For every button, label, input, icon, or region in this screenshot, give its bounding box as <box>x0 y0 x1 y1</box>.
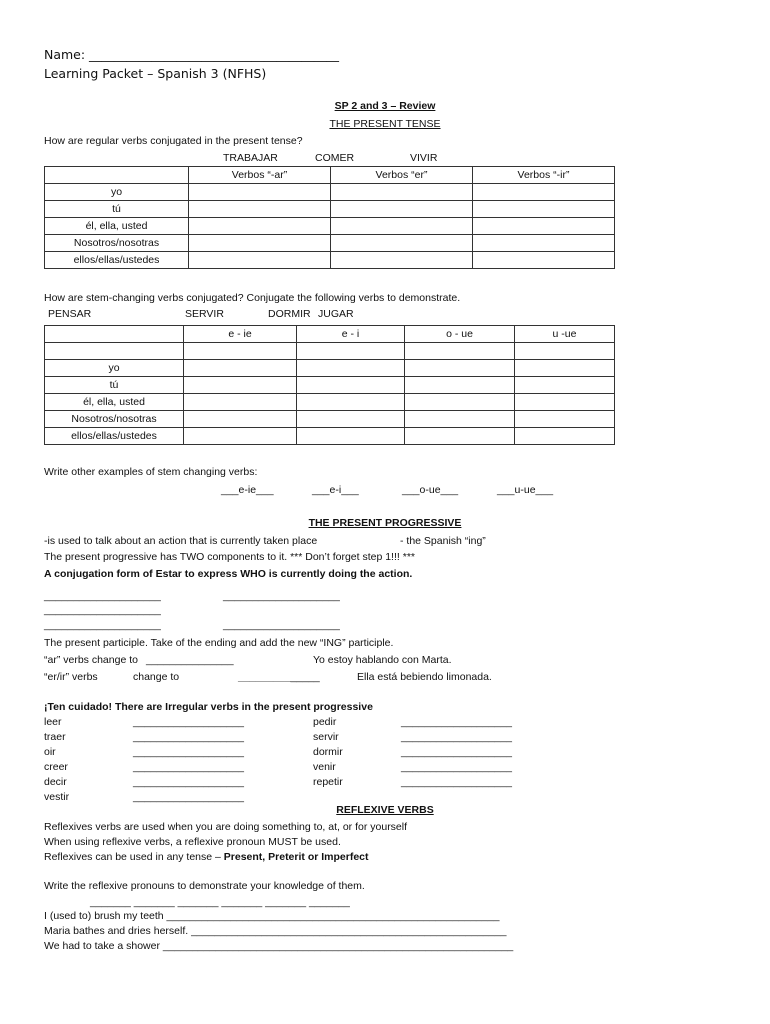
reflexive-line-3 <box>44 851 369 863</box>
ar-verbs-blank[interactable]: _______________ <box>146 654 234 666</box>
answer-cell[interactable] <box>515 428 615 445</box>
ar-example: Yo estoy hablando con Marta. <box>313 654 452 666</box>
answer-cell[interactable] <box>515 360 615 377</box>
answer-cell[interactable] <box>473 218 615 235</box>
estar-blank[interactable]: ____________________ <box>44 590 161 602</box>
table-row <box>45 218 615 235</box>
stem-changing-question: How are stem-changing verbs conjugated? Conjugate the following verbs to demonstrate. <box>44 292 461 304</box>
answer-cell[interactable] <box>189 235 331 252</box>
table-row <box>45 201 615 218</box>
verb-dormir: DORMIR <box>268 308 311 320</box>
progressive-heading: THE PRESENT PROGRESSIVE <box>308 517 462 529</box>
header-cell: Verbos “er” <box>331 167 473 184</box>
irregular-blank[interactable]: ___________________ <box>133 776 244 788</box>
answer-cell[interactable] <box>405 360 515 377</box>
answer-cell[interactable] <box>405 411 515 428</box>
reflexive-line-3-text: Reflexives can be used in any tense – <box>44 851 224 863</box>
table-header-row <box>45 167 615 184</box>
irregular-verb: oir <box>44 746 56 758</box>
irregular-verb: decir <box>44 776 67 788</box>
verb-pensar: PENSAR <box>48 308 92 320</box>
example-group-u-ue[interactable]: ___u-ue___ <box>497 484 554 496</box>
irregular-verb: creer <box>44 761 68 773</box>
table-row <box>45 343 615 360</box>
reflexive-line-1: Reflexives verbs are used when you are doing something to, at, or for yourself <box>44 821 408 833</box>
header-cell: Verbos “-ir” <box>473 167 615 184</box>
irregular-verb: vestir <box>44 791 70 803</box>
table-row <box>45 394 615 411</box>
present-tense-heading: THE PRESENT TENSE <box>329 118 441 130</box>
reflexive-sentence[interactable]: Maria bathes and dries herself. ______________________________________________________ <box>44 925 507 937</box>
answer-cell[interactable] <box>405 343 515 360</box>
table-row <box>45 184 615 201</box>
irregular-blank[interactable]: ___________________ <box>401 716 512 728</box>
pronoun-cell: ellos/ellas/ustedes <box>45 252 189 269</box>
reflexive-sentence[interactable]: We had to take a shower ____________________________________________________________ <box>44 940 514 952</box>
stem-changing-table <box>44 325 615 445</box>
section-title: SP 2 and 3 – Review <box>334 100 436 112</box>
estar-blank[interactable]: ____________________ <box>44 604 161 616</box>
answer-cell[interactable] <box>189 218 331 235</box>
pronoun-cell: tú <box>45 201 189 218</box>
verb-vivir: VIVIR <box>410 152 438 164</box>
answer-cell[interactable] <box>189 184 331 201</box>
irregular-blank[interactable]: ___________________ <box>133 716 244 728</box>
answer-cell[interactable] <box>515 411 615 428</box>
irregular-blank[interactable]: ___________________ <box>133 746 244 758</box>
irregular-verb: repetir <box>313 776 343 788</box>
pronoun-cell <box>45 343 184 360</box>
progressive-line-1-right: - the Spanish “ing” <box>400 535 486 547</box>
pronoun-cell: Nosotros/nosotras <box>45 411 184 428</box>
answer-cell[interactable] <box>184 411 297 428</box>
present-tense-question: How are regular verbs conjugated in the present tense? <box>44 135 303 147</box>
pronoun-cell: Nosotros/nosotras <box>45 235 189 252</box>
answer-cell[interactable] <box>405 394 515 411</box>
answer-cell[interactable] <box>297 394 405 411</box>
verb-trabajar: TRABAJAR <box>223 152 278 164</box>
header-cell: Verbos “-ar” <box>189 167 331 184</box>
answer-cell[interactable] <box>331 184 473 201</box>
answer-cell[interactable] <box>515 343 615 360</box>
answer-cell[interactable] <box>184 377 297 394</box>
participle-note: The present participle. Take of the ending and add the new “ING” participle. <box>44 637 394 649</box>
verb-jugar: JUGAR <box>318 308 354 320</box>
pronoun-cell: yo <box>45 360 184 377</box>
reflexive-tenses: Present, Preterit or Imperfect <box>223 851 369 863</box>
estar-blank[interactable]: ____________________ <box>44 619 161 631</box>
header-cell: e - ie <box>184 326 297 343</box>
pronoun-cell: él, ella, usted <box>45 218 189 235</box>
estar-blank[interactable]: ____________________ <box>223 619 340 631</box>
table-row <box>45 360 615 377</box>
erir-blank-thin: _____ <box>290 671 320 683</box>
answer-cell[interactable] <box>297 377 405 394</box>
stem-examples-prompt: Write other examples of stem changing verbs: <box>44 466 258 478</box>
answer-cell[interactable] <box>405 428 515 445</box>
header-cell <box>45 167 189 184</box>
answer-cell[interactable] <box>331 235 473 252</box>
irregular-blank[interactable]: ___________________ <box>133 791 244 803</box>
erir-verbs-blank[interactable] <box>238 671 320 683</box>
irregular-blank[interactable]: ___________________ <box>401 746 512 758</box>
answer-cell[interactable] <box>331 201 473 218</box>
example-group-o-ue[interactable]: ___o-ue___ <box>402 484 459 496</box>
answer-cell[interactable] <box>297 360 405 377</box>
answer-cell[interactable] <box>473 235 615 252</box>
reflexive-line-2: When using reflexive verbs, a reflexive pronoun MUST be used. <box>44 836 341 848</box>
irregular-blank[interactable]: ___________________ <box>133 761 244 773</box>
example-group-e-i[interactable]: ___e-i___ <box>312 484 359 496</box>
answer-cell[interactable] <box>473 201 615 218</box>
answer-cell[interactable] <box>331 218 473 235</box>
estar-blank[interactable]: ____________________ <box>223 590 340 602</box>
header-cell <box>45 326 184 343</box>
answer-cell[interactable] <box>515 377 615 394</box>
answer-cell[interactable] <box>297 411 405 428</box>
progressive-line-1: -is used to talk about an action that is currently taken place <box>44 535 318 547</box>
irregular-verb: venir <box>313 761 336 773</box>
answer-cell[interactable] <box>189 252 331 269</box>
erir-verbs-label: “er/ir” verbs <box>44 671 98 683</box>
example-group-e-ie[interactable]: ___e-ie___ <box>221 484 274 496</box>
pronoun-cell: yo <box>45 184 189 201</box>
irregular-verb: servir <box>313 731 339 743</box>
header-cell: o - ue <box>405 326 515 343</box>
table-row <box>45 411 615 428</box>
irregular-verb: traer <box>44 731 66 743</box>
irregular-blank[interactable]: ___________________ <box>401 731 512 743</box>
answer-cell[interactable] <box>297 428 405 445</box>
reflexive-sentence[interactable]: I (used to) brush my teeth _________________________________________________________ <box>44 910 500 922</box>
table-row <box>45 377 615 394</box>
reflexive-pronoun-blanks[interactable]: _______ _______ _______ _______ _______ _______ <box>90 896 350 908</box>
answer-cell[interactable] <box>331 252 473 269</box>
irregular-blank[interactable]: ___________________ <box>401 776 512 788</box>
irregular-verb: leer <box>44 716 62 728</box>
packet-title: Learning Packet – Spanish 3 (NFHS) <box>44 66 267 81</box>
reflexive-heading: REFLEXIVE VERBS <box>336 804 434 816</box>
irregular-blank[interactable]: ___________________ <box>401 761 512 773</box>
pronoun-cell: ellos/ellas/ustedes <box>45 428 184 445</box>
reflexive-prompt: Write the reflexive pronouns to demonstrate your knowledge of them. <box>44 880 365 892</box>
table-row <box>45 252 615 269</box>
header-cell: u -ue <box>515 326 615 343</box>
table-header-row <box>45 326 615 343</box>
ar-verbs-label: “ar” verbs change to <box>44 654 138 666</box>
pronoun-cell: él, ella, usted <box>45 394 184 411</box>
pronoun-cell: tú <box>45 377 184 394</box>
irregular-heading: ¡Ten cuidado! There are Irregular verbs in the present progressive <box>44 701 373 713</box>
irregular-verb: dormir <box>313 746 343 758</box>
name-label: Name: ________________________________________ <box>44 47 340 62</box>
answer-cell[interactable] <box>184 360 297 377</box>
table-row <box>45 235 615 252</box>
answer-cell[interactable] <box>405 377 515 394</box>
progressive-line-2: The present progressive has TWO components to it. *** Don’t forget step 1!!! *** <box>44 551 415 563</box>
answer-cell[interactable] <box>184 343 297 360</box>
erir-blank-bold: _________ <box>238 671 291 683</box>
answer-cell[interactable] <box>184 394 297 411</box>
answer-cell[interactable] <box>189 201 331 218</box>
erir-change-label: change to <box>133 671 180 683</box>
answer-cell[interactable] <box>297 343 405 360</box>
header-cell: e - i <box>297 326 405 343</box>
answer-cell[interactable] <box>473 252 615 269</box>
progressive-line-3: A conjugation form of Estar to express WHO is currently doing the action. <box>44 568 413 580</box>
irregular-blank[interactable]: ___________________ <box>133 731 244 743</box>
table-row <box>45 428 615 445</box>
verb-servir: SERVIR <box>185 308 224 320</box>
answer-cell[interactable] <box>184 428 297 445</box>
answer-cell[interactable] <box>515 394 615 411</box>
erir-example: Ella está bebiendo limonada. <box>357 671 492 683</box>
irregular-verb: pedir <box>313 716 337 728</box>
answer-cell[interactable] <box>473 184 615 201</box>
verb-comer: COMER <box>315 152 355 164</box>
present-tense-table <box>44 166 615 269</box>
